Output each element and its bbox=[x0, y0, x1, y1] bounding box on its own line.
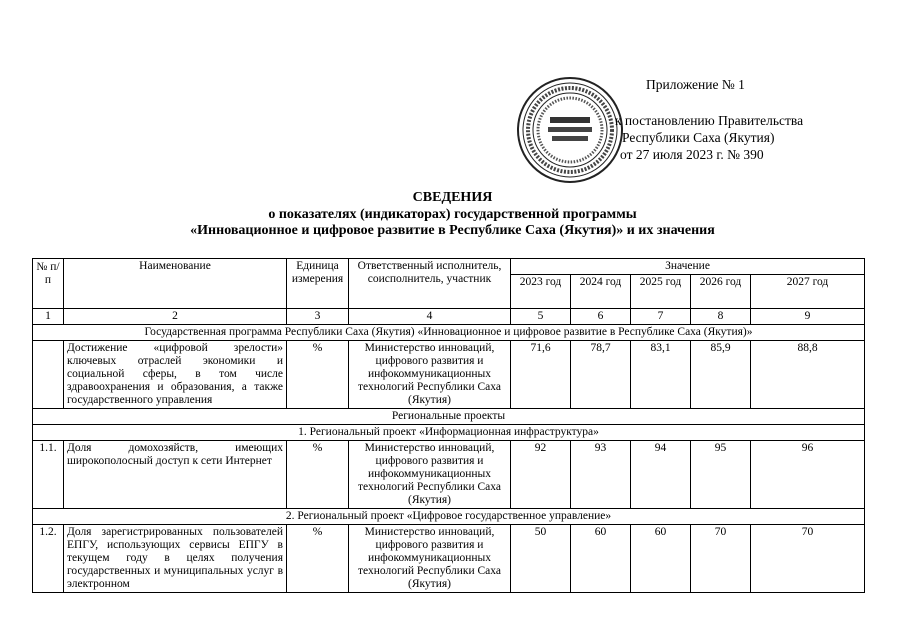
table-row bbox=[33, 341, 865, 409]
value-2024: 93 bbox=[571, 441, 631, 509]
program-title-row bbox=[33, 325, 865, 341]
value-2023: 92 bbox=[511, 441, 571, 509]
header-unit: Единица измерения bbox=[287, 259, 349, 309]
value-2024: 60 bbox=[571, 525, 631, 593]
official-seal-stamp bbox=[515, 75, 625, 185]
value-2025: 94 bbox=[631, 441, 691, 509]
indicator-executor: Министерство инноваций, цифрового развития и инфокоммуникационных технологий Республики Саха (Якутия) bbox=[349, 525, 511, 593]
value-2026: 85,9 bbox=[691, 341, 751, 409]
row-num bbox=[33, 341, 64, 409]
indicator-executor: Министерство инноваций, цифрового развития и инфокоммуникационных технологий Республики Саха (Якутия) bbox=[349, 341, 511, 409]
row-num: 1.2. bbox=[33, 525, 64, 593]
header-value: Значение bbox=[511, 259, 865, 275]
table-row bbox=[33, 525, 865, 593]
value-2025: 83,1 bbox=[631, 341, 691, 409]
value-2027: 70 bbox=[751, 525, 865, 593]
project-title-row bbox=[33, 425, 865, 441]
col-number: 4 bbox=[349, 309, 511, 325]
header-year-2026: 2026 год bbox=[691, 275, 751, 309]
col-number: 2 bbox=[64, 309, 287, 325]
program-title: Государственная программа Республики Саха (Якутия) «Инновационное и цифровое развитие в Республике Саха (Якутия)» bbox=[33, 325, 865, 341]
value-2027: 96 bbox=[751, 441, 865, 509]
indicator-executor: Министерство инноваций, цифрового развития и инфокоммуникационных технологий Республики Саха (Якутия) bbox=[349, 441, 511, 509]
appendix-resolution: к постановлению Правительства bbox=[615, 113, 804, 128]
value-2026: 70 bbox=[691, 525, 751, 593]
header-num: № п/п bbox=[33, 259, 64, 309]
value-2027: 88,8 bbox=[751, 341, 865, 409]
row-num: 1.1. bbox=[33, 441, 64, 509]
header-year-2023: 2023 год bbox=[511, 275, 571, 309]
col-number: 8 bbox=[691, 309, 751, 325]
appendix-republic: Республики Саха (Якутия) bbox=[622, 130, 775, 145]
regional-projects-row bbox=[33, 409, 865, 425]
indicator-name: Доля зарегистрированных пользователей ЕПГУ, использующих сервисы ЕПГУ в текущем году в целях получения государственных и муниципальных услуг в электронном bbox=[64, 525, 287, 593]
header-year-2024: 2024 год bbox=[571, 275, 631, 309]
regional-projects-title: Региональные проекты bbox=[33, 409, 865, 425]
col-number: 1 bbox=[33, 309, 64, 325]
project-1-title: 1. Региональный проект «Информационная инфраструктура» bbox=[33, 425, 865, 441]
value-2023: 71,6 bbox=[511, 341, 571, 409]
heading-program-name: «Инновационное и цифровое развитие в Республике Саха (Якутия)» и их значения bbox=[190, 223, 715, 238]
col-number: 5 bbox=[511, 309, 571, 325]
value-2023: 50 bbox=[511, 525, 571, 593]
value-2025: 60 bbox=[631, 525, 691, 593]
indicator-name: Достижение «цифровой зрелости» ключевых отраслей экономики и социальной сферы, в том числе здравоохранения и образования, а также государственного управления bbox=[64, 341, 287, 409]
heading-title: СВЕДЕНИЯ bbox=[412, 190, 493, 205]
header-year-2025: 2025 год bbox=[631, 275, 691, 309]
col-number: 3 bbox=[287, 309, 349, 325]
indicators-table bbox=[32, 258, 865, 593]
document-heading bbox=[0, 190, 905, 240]
header-name: Наименование bbox=[64, 259, 287, 309]
indicator-unit: % bbox=[287, 441, 349, 509]
heading-subtitle: о показателях (индикаторах) государственной программы bbox=[268, 206, 637, 222]
appendix-title: Приложение № 1 bbox=[646, 77, 745, 92]
table-header-row bbox=[33, 259, 865, 275]
column-numbers-row bbox=[33, 309, 865, 325]
col-number: 6 bbox=[571, 309, 631, 325]
project-title-row bbox=[33, 509, 865, 525]
col-number: 7 bbox=[631, 309, 691, 325]
appendix-date: от 27 июля 2023 г. № 390 bbox=[620, 147, 764, 162]
table-row bbox=[33, 441, 865, 509]
value-2024: 78,7 bbox=[571, 341, 631, 409]
indicator-unit: % bbox=[287, 525, 349, 593]
header-executor: Ответственный исполнитель, соисполнитель, участник bbox=[349, 259, 511, 309]
header-year-2027: 2027 год bbox=[751, 275, 865, 309]
value-2026: 95 bbox=[691, 441, 751, 509]
col-number: 9 bbox=[751, 309, 865, 325]
indicator-unit: % bbox=[287, 341, 349, 409]
project-2-title: 2. Региональный проект «Цифровое государственное управление» bbox=[33, 509, 865, 525]
indicator-name: Доля домохозяйств, имеющих широкополосный доступ к сети Интернет bbox=[64, 441, 287, 509]
